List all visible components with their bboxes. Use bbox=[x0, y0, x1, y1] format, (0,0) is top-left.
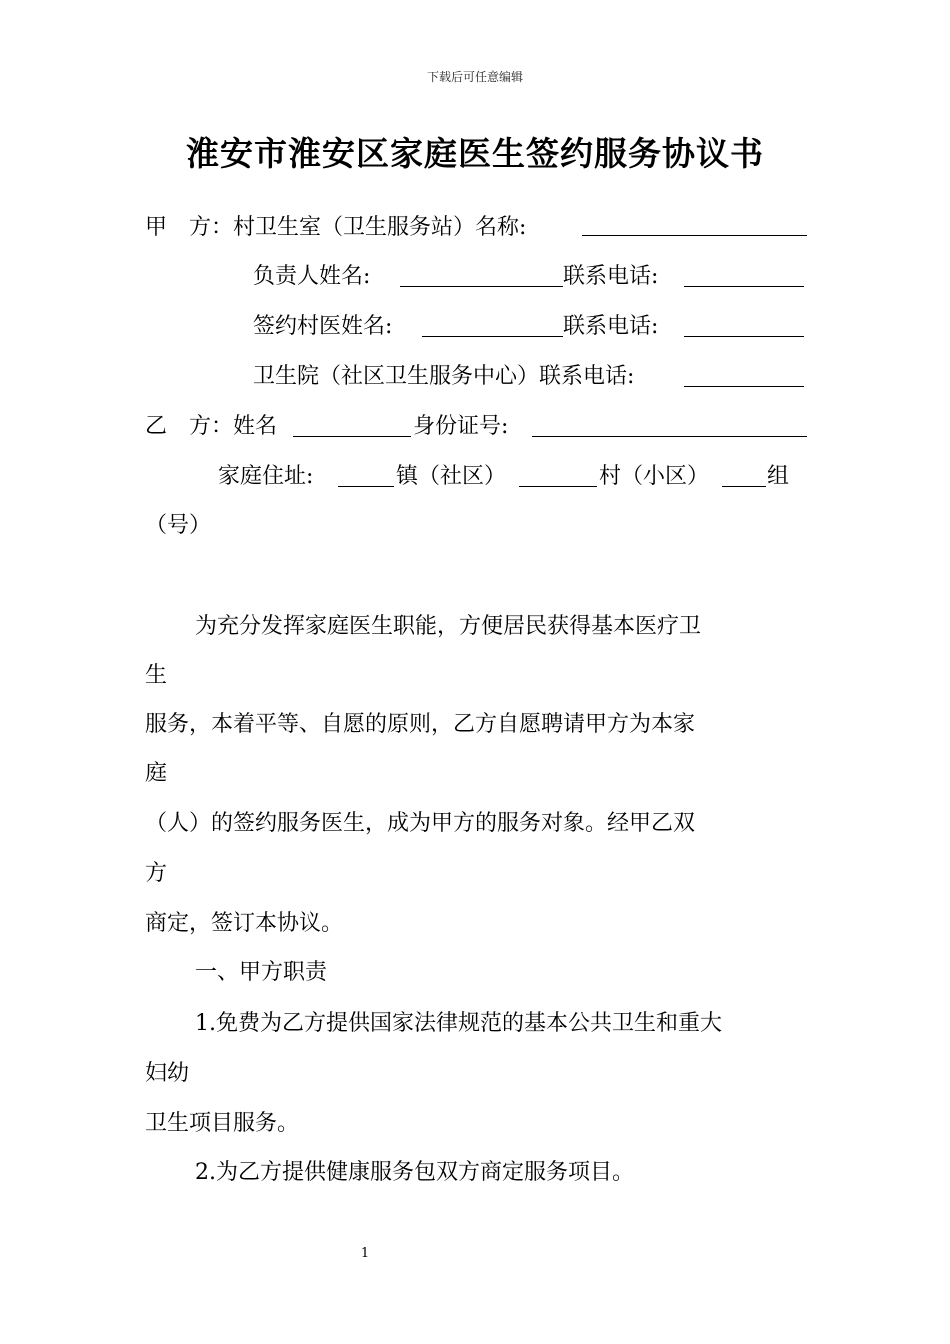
item-1-line-1: 1.免费为乙方提供国家法律规范的基本公共卫生和重大 bbox=[195, 1011, 722, 1036]
phone-label-2: 联系电话: bbox=[563, 314, 659, 339]
village-blank[interactable] bbox=[519, 462, 597, 487]
id-blank[interactable] bbox=[532, 412, 807, 437]
doctor-name-blank[interactable] bbox=[422, 312, 563, 337]
doctor-name-label: 签约村医姓名: bbox=[253, 314, 393, 339]
phone-blank-1[interactable] bbox=[684, 262, 804, 287]
hospital-phone-blank[interactable] bbox=[684, 362, 804, 387]
id-label: 身份证号: bbox=[413, 414, 509, 439]
hospital-phone-label: 卫生院（社区卫生服务中心）联系电话: bbox=[253, 364, 635, 389]
intro-line-2: 生 bbox=[145, 663, 168, 688]
town-blank[interactable] bbox=[338, 462, 394, 487]
name-label: 姓名 bbox=[233, 414, 278, 439]
clinic-name-blank[interactable] bbox=[582, 211, 807, 236]
document-title: 淮安市淮安区家庭医生签约服务协议书 bbox=[186, 134, 764, 173]
party-b-row bbox=[145, 411, 277, 443]
intro-line-1: 为充分发挥家庭医生职能，方便居民获得基本医疗卫 bbox=[195, 614, 702, 639]
phone-label-1: 联系电话: bbox=[563, 264, 659, 289]
town-label: 镇（社区） bbox=[396, 464, 507, 489]
head-name-label: 负责人姓名: bbox=[253, 264, 371, 289]
party-a-label: 甲 方： bbox=[145, 215, 234, 240]
intro-line-4: 庭 bbox=[145, 761, 168, 786]
intro-line-3: 服务，本着平等、自愿的原则，乙方自愿聘请甲方为本家 bbox=[145, 712, 696, 737]
intro-line-7: 商定，签订本协议。 bbox=[145, 911, 344, 936]
intro-line-5: （人）的签约服务医生，成为甲方的服务对象。经甲乙双 bbox=[145, 811, 696, 836]
clinic-name-label: 村卫生室（卫生服务站）名称: bbox=[233, 215, 527, 240]
intro-line-6: 方 bbox=[145, 861, 168, 886]
party-b-label: 乙 方： bbox=[145, 414, 234, 439]
party-a-row bbox=[145, 212, 526, 244]
header-note: 下载后可任意编辑 bbox=[426, 70, 523, 84]
group-label: 组 bbox=[767, 464, 790, 489]
number-label: （号） bbox=[145, 513, 212, 538]
name-blank[interactable] bbox=[293, 412, 411, 437]
address-label: 家庭住址: bbox=[218, 464, 314, 489]
item-1-line-2: 妇幼 bbox=[145, 1061, 190, 1086]
phone-blank-2[interactable] bbox=[684, 312, 804, 337]
item-1-line-3: 卫生项目服务。 bbox=[145, 1111, 300, 1136]
page-number: 1 bbox=[360, 1246, 370, 1261]
group-blank[interactable] bbox=[722, 462, 766, 487]
item-2-line-1: 2.为乙方提供健康服务包双方商定服务项目。 bbox=[195, 1160, 634, 1185]
head-name-blank[interactable] bbox=[400, 262, 563, 287]
village-label: 村（小区） bbox=[599, 464, 710, 489]
section-1-title: 一、甲方职责 bbox=[195, 960, 328, 985]
